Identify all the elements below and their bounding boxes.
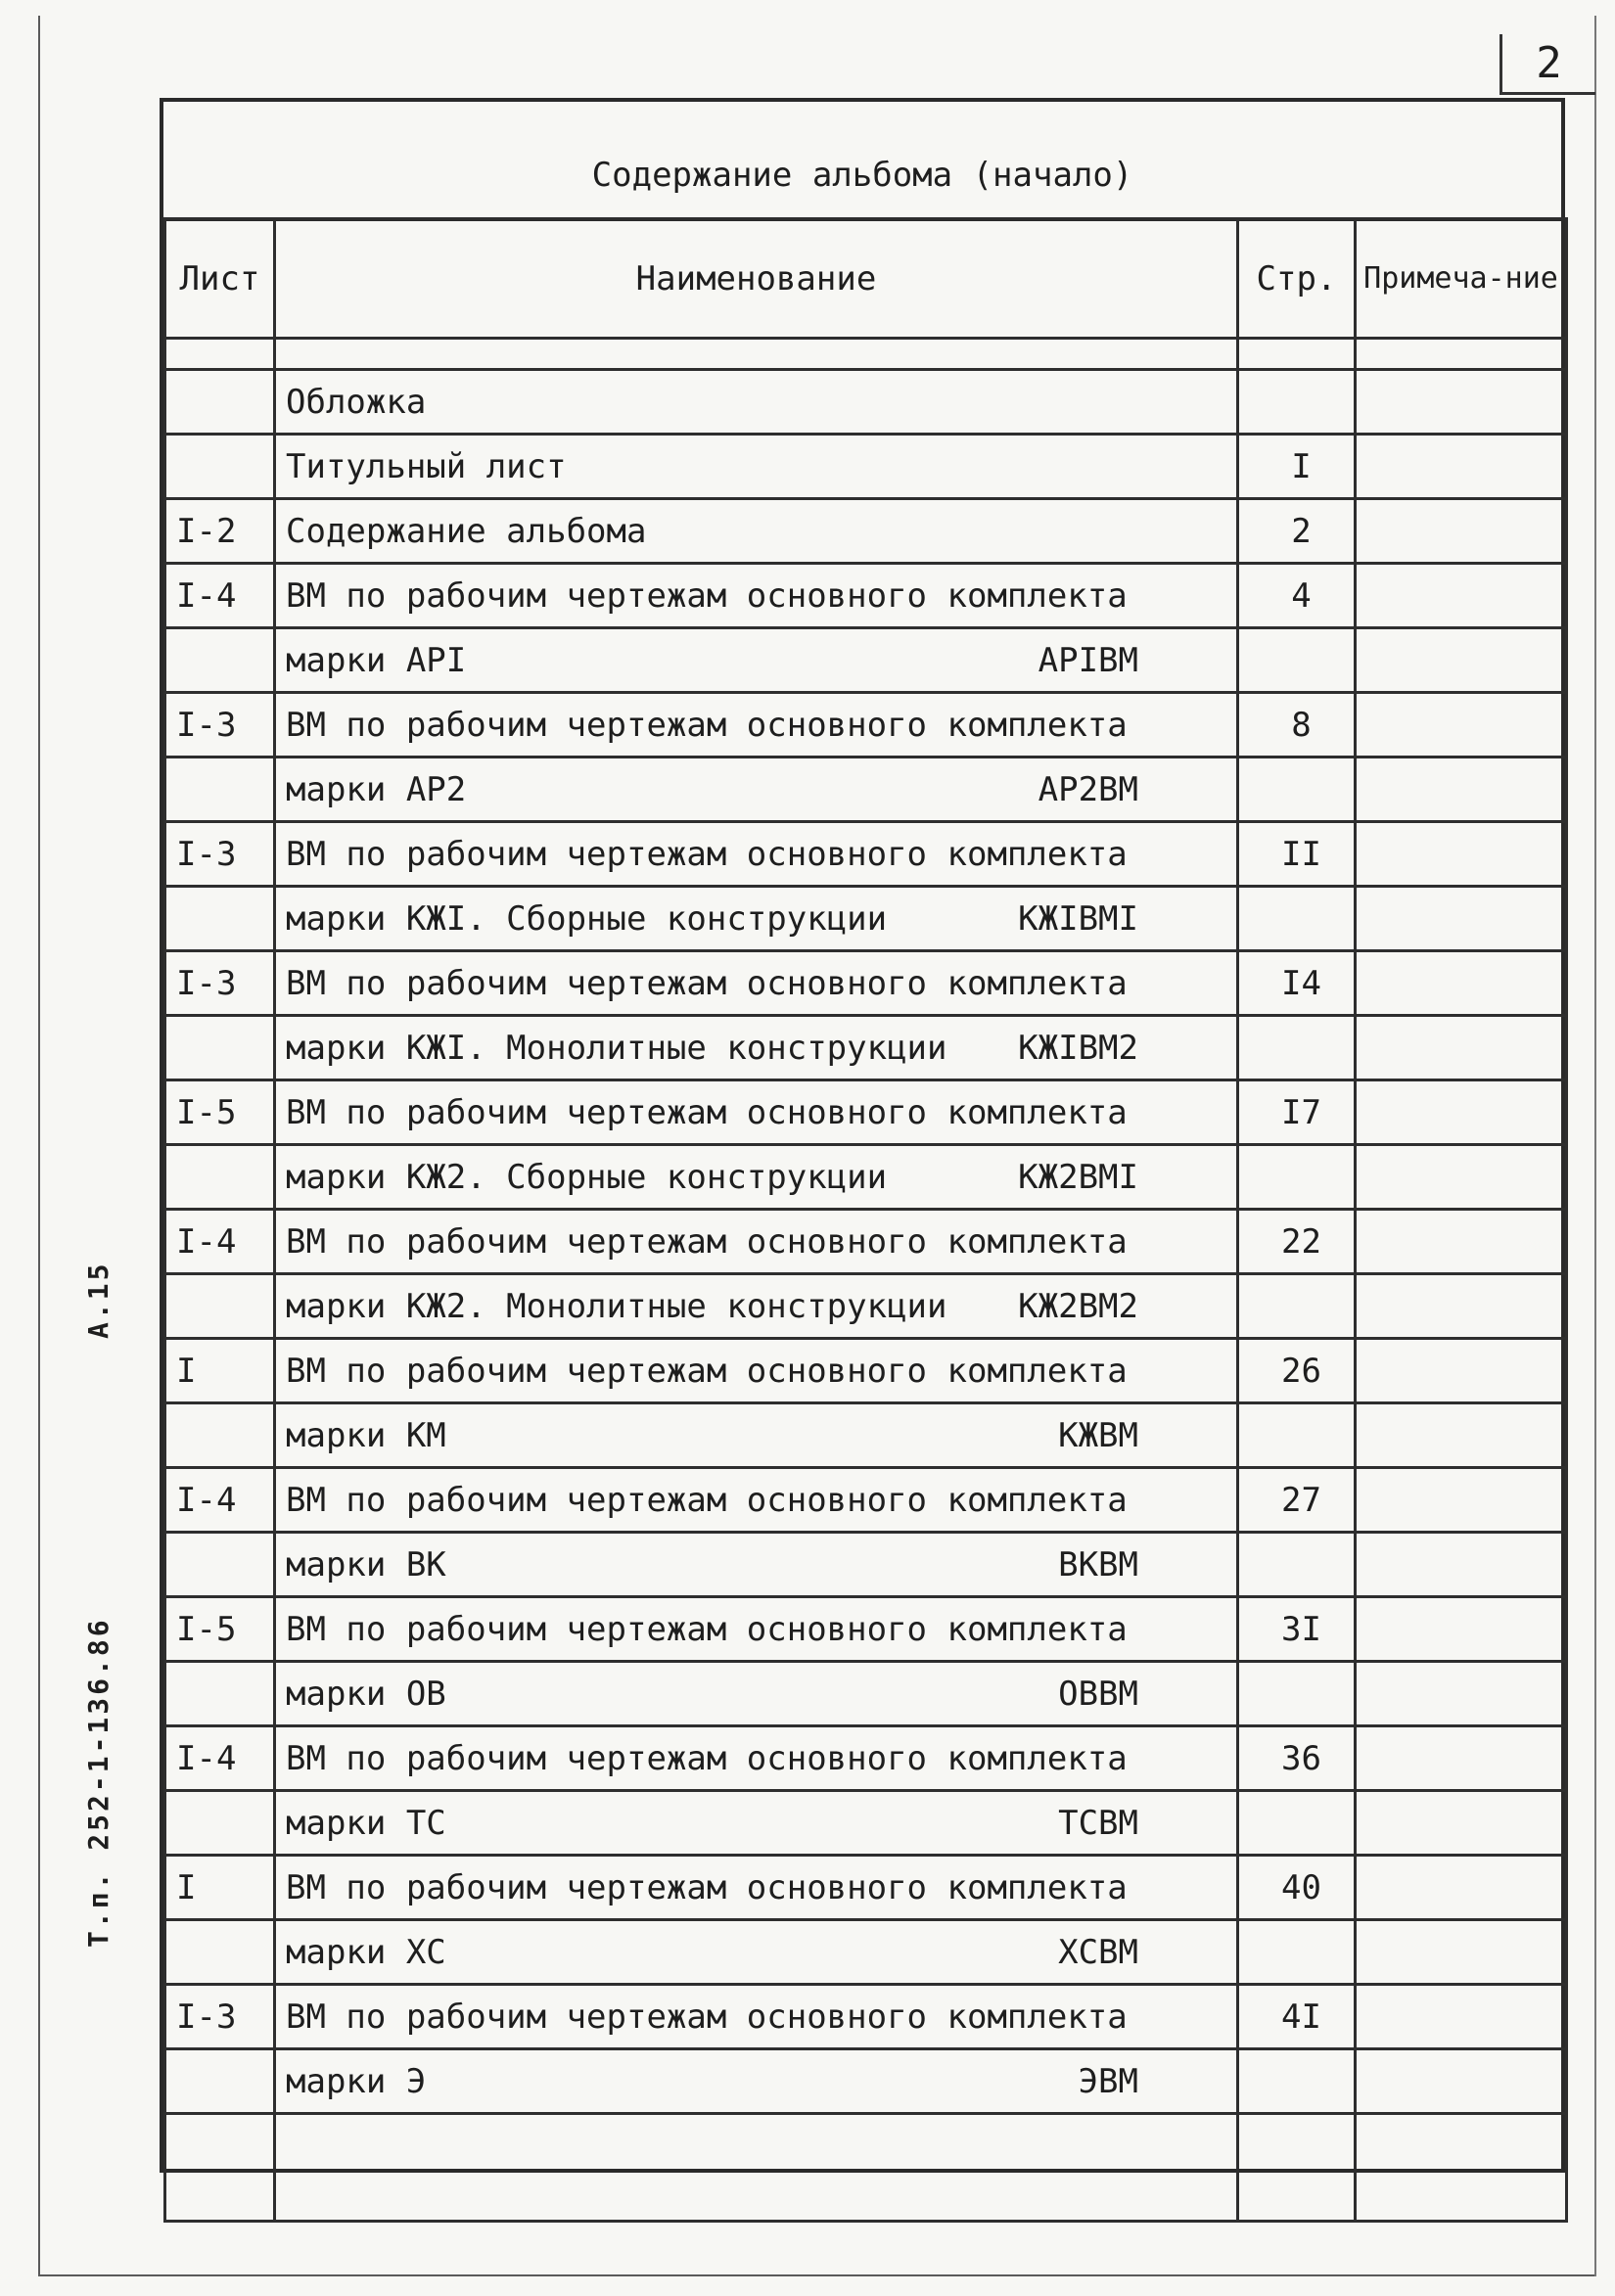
sheet-cell: I-4 xyxy=(165,564,275,628)
name-cell xyxy=(275,1080,1238,1145)
name-text: марки КЖ2. Сборные конструкции xyxy=(286,1157,888,1197)
name-cell xyxy=(275,370,1238,435)
name-cell xyxy=(275,1662,1238,1726)
table-row xyxy=(165,628,1567,693)
name-text: марки ХС xyxy=(286,1932,446,1972)
name-text: ВМ по рабочим чертежам основного комплекта xyxy=(286,1221,1128,1262)
name-cell xyxy=(275,758,1238,822)
page-cell: 4 xyxy=(1238,564,1356,628)
page-cell: I xyxy=(1238,435,1356,499)
sheet-cell: I xyxy=(165,1339,275,1403)
note-cell xyxy=(1356,1726,1567,1791)
table-cell xyxy=(1238,2114,1356,2222)
document-code: ЭВМ xyxy=(1078,2061,1138,2101)
sheet-cell: I-3 xyxy=(165,1985,275,2049)
table-cell xyxy=(165,2114,275,2222)
page-cell xyxy=(1238,1662,1356,1726)
page-cell: II xyxy=(1238,822,1356,887)
page-cell xyxy=(1238,628,1356,693)
side-stamp-album: А.15 xyxy=(82,1261,115,1339)
table-row xyxy=(165,370,1567,435)
page-cell: 26 xyxy=(1238,1339,1356,1403)
table-row xyxy=(165,564,1567,628)
name-text: Содержание альбома xyxy=(286,511,647,551)
name-text: ВМ по рабочим чертежам основного комплекта xyxy=(286,575,1128,616)
name-cell xyxy=(275,2049,1238,2114)
name-text: марки ОВ xyxy=(286,1674,446,1714)
table-row xyxy=(165,887,1567,951)
sheet-cell xyxy=(165,1791,275,1856)
document-code: КЖIВМ2 xyxy=(1018,1028,1138,1068)
table-body xyxy=(165,339,1567,2222)
note-cell xyxy=(1356,1856,1567,1920)
page-cell xyxy=(1238,1145,1356,1210)
table-cell xyxy=(1356,339,1567,370)
name-cell xyxy=(275,1403,1238,1468)
name-text: ВМ по рабочим чертежам основного комплекта xyxy=(286,1867,1128,1907)
table-cell xyxy=(275,2114,1238,2222)
note-cell xyxy=(1356,1468,1567,1533)
document-code: АР2ВМ xyxy=(1038,769,1138,809)
sheet-cell xyxy=(165,1662,275,1726)
name-text: Титульный лист xyxy=(286,446,567,486)
page-cell: 36 xyxy=(1238,1726,1356,1791)
table-row xyxy=(165,1985,1567,2049)
name-text: марки АРI xyxy=(286,640,467,680)
page-cell xyxy=(1238,370,1356,435)
page-title: Содержание альбома (начало) xyxy=(163,102,1561,221)
page-cell xyxy=(1238,758,1356,822)
note-cell xyxy=(1356,1016,1567,1080)
sheet-cell xyxy=(165,1274,275,1339)
table-row xyxy=(165,1210,1567,1274)
table-row xyxy=(165,1726,1567,1791)
page-cell: I4 xyxy=(1238,951,1356,1016)
sheet-cell xyxy=(165,1145,275,1210)
name-cell xyxy=(275,1533,1238,1597)
note-cell xyxy=(1356,628,1567,693)
note-cell xyxy=(1356,1274,1567,1339)
table-row xyxy=(165,435,1567,499)
table-row xyxy=(165,1145,1567,1210)
note-cell xyxy=(1356,1339,1567,1403)
note-cell xyxy=(1356,1403,1567,1468)
name-text: марки КЖI. Монолитные конструкции xyxy=(286,1028,947,1068)
name-text: марки КМ xyxy=(286,1415,446,1455)
table-row xyxy=(165,1403,1567,1468)
name-cell xyxy=(275,628,1238,693)
name-text: ВМ по рабочим чертежам основного комплекта xyxy=(286,705,1128,745)
table-row xyxy=(165,1791,1567,1856)
note-cell xyxy=(1356,693,1567,758)
table-row xyxy=(165,1856,1567,1920)
table-row xyxy=(165,1339,1567,1403)
name-text: ВМ по рабочим чертежам основного комплекта xyxy=(286,1351,1128,1391)
sheet-cell xyxy=(165,2049,275,2114)
name-cell xyxy=(275,435,1238,499)
name-text: ВМ по рабочим чертежам основного комплекта xyxy=(286,1480,1128,1520)
note-cell xyxy=(1356,1920,1567,1985)
table-row xyxy=(165,1274,1567,1339)
contents-table xyxy=(163,217,1568,2223)
table-row xyxy=(165,1533,1567,1597)
sheet-cell xyxy=(165,435,275,499)
table-row xyxy=(165,2049,1567,2114)
note-cell xyxy=(1356,1662,1567,1726)
table-row xyxy=(165,1016,1567,1080)
header-sheet: Лист xyxy=(165,219,275,339)
note-cell xyxy=(1356,370,1567,435)
name-text: ВМ по рабочим чертежам основного комплекта xyxy=(286,1738,1128,1778)
note-cell xyxy=(1356,951,1567,1016)
table-row xyxy=(165,1597,1567,1662)
document-code: КЖВМ xyxy=(1058,1415,1138,1455)
sheet-cell: I-4 xyxy=(165,1210,275,1274)
page-cell: 4I xyxy=(1238,1985,1356,2049)
note-cell xyxy=(1356,758,1567,822)
note-cell xyxy=(1356,1210,1567,1274)
sheet-cell xyxy=(165,1533,275,1597)
page-cell: 40 xyxy=(1238,1856,1356,1920)
sheet-cell xyxy=(165,1920,275,1985)
name-cell xyxy=(275,1791,1238,1856)
note-cell xyxy=(1356,1597,1567,1662)
table-header-row xyxy=(165,219,1567,339)
table-row xyxy=(165,1080,1567,1145)
page-cell: 27 xyxy=(1238,1468,1356,1533)
empty-row xyxy=(165,2114,1567,2222)
sheet-cell xyxy=(165,1403,275,1468)
name-cell xyxy=(275,693,1238,758)
page-cell xyxy=(1238,1791,1356,1856)
name-text: ВМ по рабочим чертежам основного комплекта xyxy=(286,1997,1128,2037)
note-cell xyxy=(1356,822,1567,887)
side-stamp: Т.п. 252-1-136.86 xyxy=(82,1617,115,1948)
document-code: КЖIВМI xyxy=(1018,898,1138,939)
table-row xyxy=(165,499,1567,564)
page-number: 2 xyxy=(1500,34,1595,95)
name-cell xyxy=(275,1468,1238,1533)
note-cell xyxy=(1356,564,1567,628)
page-cell xyxy=(1238,887,1356,951)
page-cell: I7 xyxy=(1238,1080,1356,1145)
table-row xyxy=(165,1920,1567,1985)
page-cell xyxy=(1238,1533,1356,1597)
table-cell xyxy=(1238,339,1356,370)
note-cell xyxy=(1356,887,1567,951)
name-text: марки ВК xyxy=(286,1544,446,1584)
table-row xyxy=(165,693,1567,758)
page-cell: 8 xyxy=(1238,693,1356,758)
note-cell xyxy=(1356,1080,1567,1145)
sheet-cell: I-2 xyxy=(165,499,275,564)
table-cell xyxy=(275,339,1238,370)
name-cell xyxy=(275,951,1238,1016)
name-text: ВМ по рабочим чертежам основного комплекта xyxy=(286,834,1128,874)
sheet-cell: I-4 xyxy=(165,1468,275,1533)
name-cell xyxy=(275,1274,1238,1339)
name-text: ВМ по рабочим чертежам основного комплекта xyxy=(286,1609,1128,1649)
name-cell xyxy=(275,1856,1238,1920)
sheet-cell xyxy=(165,887,275,951)
name-text: ВМ по рабочим чертежам основного комплекта xyxy=(286,963,1128,1003)
name-text: марки Э xyxy=(286,2061,427,2101)
document-code: ТСВМ xyxy=(1058,1803,1138,1843)
document-code: КЖ2ВМ2 xyxy=(1018,1286,1138,1326)
note-cell xyxy=(1356,2049,1567,2114)
name-cell xyxy=(275,887,1238,951)
note-cell xyxy=(1356,1985,1567,2049)
sheet-cell xyxy=(165,1016,275,1080)
sheet-cell: I-3 xyxy=(165,693,275,758)
page-cell: 22 xyxy=(1238,1210,1356,1274)
contents-sheet xyxy=(160,98,1565,2173)
name-cell xyxy=(275,1985,1238,2049)
header-name: Наименование xyxy=(275,219,1238,339)
header-note: Примеча-ние xyxy=(1356,219,1567,339)
name-cell xyxy=(275,822,1238,887)
table-row xyxy=(165,951,1567,1016)
sheet-cell: I-5 xyxy=(165,1080,275,1145)
name-cell xyxy=(275,499,1238,564)
note-cell xyxy=(1356,1533,1567,1597)
name-text: Обложка xyxy=(286,382,427,422)
name-cell xyxy=(275,1210,1238,1274)
name-cell xyxy=(275,1920,1238,1985)
document-code: ОВВМ xyxy=(1058,1674,1138,1714)
table-row xyxy=(165,1468,1567,1533)
name-text: марки КЖI. Сборные конструкции xyxy=(286,898,888,939)
document-code: КЖ2ВМI xyxy=(1018,1157,1138,1197)
note-cell xyxy=(1356,1145,1567,1210)
name-text: ВМ по рабочим чертежам основного комплекта xyxy=(286,1092,1128,1132)
document-code: ВКВМ xyxy=(1058,1544,1138,1584)
note-cell xyxy=(1356,499,1567,564)
page-cell xyxy=(1238,1274,1356,1339)
header-page: Стр. xyxy=(1238,219,1356,339)
table-spacer-row xyxy=(165,339,1567,370)
page-cell xyxy=(1238,1016,1356,1080)
page-cell xyxy=(1238,2049,1356,2114)
name-cell xyxy=(275,1145,1238,1210)
page-cell xyxy=(1238,1920,1356,1985)
table-row xyxy=(165,822,1567,887)
document-code: ХСВМ xyxy=(1058,1932,1138,1972)
sheet-cell xyxy=(165,758,275,822)
name-cell xyxy=(275,1597,1238,1662)
note-cell xyxy=(1356,1791,1567,1856)
name-cell xyxy=(275,1016,1238,1080)
sheet-cell: I-3 xyxy=(165,951,275,1016)
name-cell xyxy=(275,1726,1238,1791)
frame-right-line xyxy=(1594,16,1596,2276)
table-row xyxy=(165,1662,1567,1726)
table-cell xyxy=(165,339,275,370)
document-code: АРIВМ xyxy=(1038,640,1138,680)
sheet-cell: I-5 xyxy=(165,1597,275,1662)
name-cell xyxy=(275,1339,1238,1403)
table-row xyxy=(165,758,1567,822)
name-text: марки ТС xyxy=(286,1803,446,1843)
page-cell: 3I xyxy=(1238,1597,1356,1662)
name-text: марки КЖ2. Монолитные конструкции xyxy=(286,1286,947,1326)
page-cell: 2 xyxy=(1238,499,1356,564)
page-cell xyxy=(1238,1403,1356,1468)
name-cell xyxy=(275,564,1238,628)
sheet-cell: I-4 xyxy=(165,1726,275,1791)
note-cell xyxy=(1356,435,1567,499)
sheet-cell: I xyxy=(165,1856,275,1920)
sheet-cell: I-3 xyxy=(165,822,275,887)
table-cell xyxy=(1356,2114,1567,2222)
name-text: марки АР2 xyxy=(286,769,467,809)
sheet-cell xyxy=(165,628,275,693)
sheet-cell xyxy=(165,370,275,435)
